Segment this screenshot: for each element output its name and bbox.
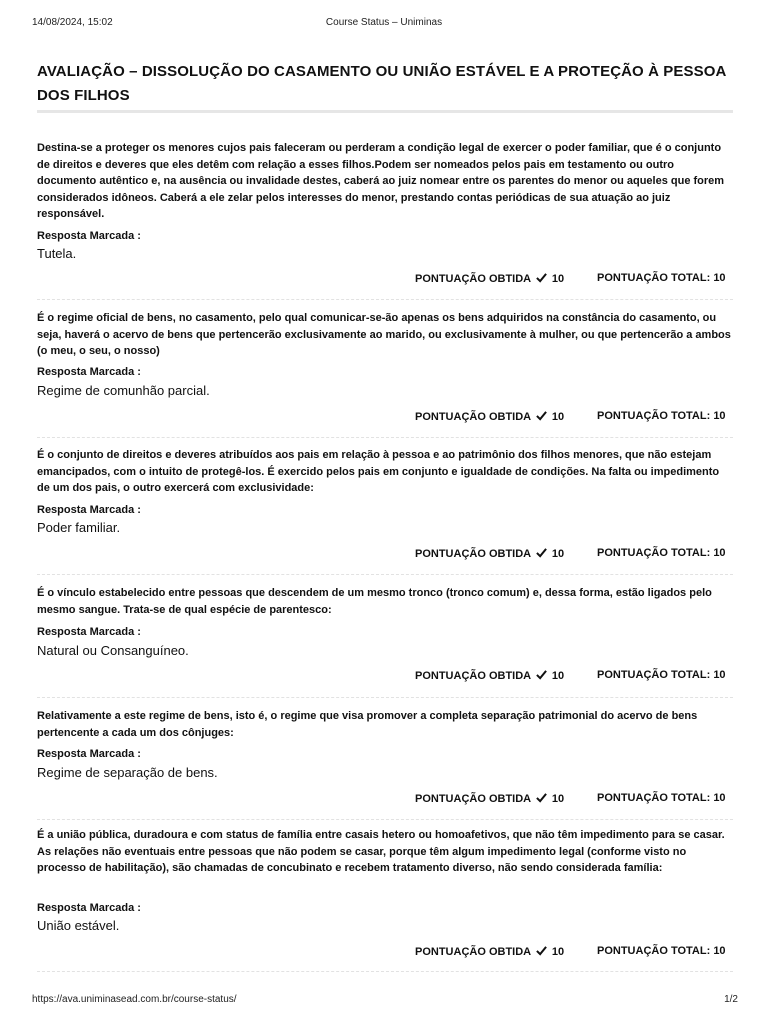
question-divider: [37, 819, 733, 820]
question-item: [37, 827, 733, 958]
answer-label: Resposta Marcada :: [37, 626, 141, 638]
score-row: [37, 792, 733, 808]
check-icon: [536, 410, 547, 421]
question-item: [37, 708, 733, 805]
question-divider: [37, 971, 733, 972]
question-divider: [37, 697, 733, 698]
print-date: 14/08/2024, 15:02: [32, 17, 113, 28]
score-total: [597, 272, 726, 284]
score-obtained-value: 10: [551, 946, 565, 958]
answer-label: Resposta Marcada :: [37, 748, 141, 760]
score-total-label: PONTUAÇÃO TOTAL:: [597, 547, 711, 559]
print-footer: [0, 994, 768, 1008]
score-obtained-label: PONTUAÇÃO OBTIDA: [415, 548, 531, 560]
question-divider: [37, 299, 733, 300]
score-total-value: 10: [713, 669, 726, 681]
score-obtained-label: PONTUAÇÃO OBTIDA: [415, 273, 531, 285]
score-row: [37, 410, 733, 426]
question-text: Destina-se a proteger os menores cujos pais faleceram ou perderam a condição legal de exercer o poder familiar, que é o conjunto de direitos e deveres que eles detêm com relação a esses filhos.Podem ser nomeados pelos pais em testamento ou outro documento autêntico e, na ausência ou invalidade destes, caberá ao juiz nomear entre os parentes do menor ou aqueles que forem considerados idôneos. Caberá a ele zelar pelos interesses do menor, prestando contas periódicas de sua atuação ao juiz responsável.: [37, 142, 725, 220]
check-icon: [536, 669, 547, 680]
score-row: [37, 547, 733, 563]
score-total-value: 10: [713, 945, 726, 957]
question-text: É a união pública, duradoura e com status de família entre casais hetero ou homoafetivos, que não têm impedimento para se casar. As relações não eventuais entre pessoas que não podem se casar, porque têm algum impedimento legal (conforme visto no processo de habilitação), são chamadas de concubinato e recebem tratamento diverso, não sendo considerada família:: [37, 829, 725, 874]
score-obtained-value: 10: [551, 793, 565, 805]
question-item: [37, 447, 733, 560]
page-title: AVALIAÇÃO – DISSOLUÇÃO DO CASAMENTO OU UNIÃO ESTÁVEL E A PROTEÇÃO À PESSOA DOS FILHOS: [37, 63, 726, 104]
answer-label: Resposta Marcada :: [37, 230, 141, 242]
answer-value: Poder familiar.: [37, 520, 121, 535]
score-obtained-label: PONTUAÇÃO OBTIDA: [415, 670, 531, 682]
score-total-label: PONTUAÇÃO TOTAL:: [597, 272, 711, 284]
score-row: [37, 669, 733, 685]
check-icon: [536, 272, 547, 283]
score-total-label: PONTUAÇÃO TOTAL:: [597, 945, 711, 957]
score-total-value: 10: [713, 272, 726, 284]
question-item: [37, 585, 733, 682]
score-total: [597, 945, 726, 957]
check-icon: [536, 792, 547, 803]
title-divider: [37, 110, 733, 113]
score-total-label: PONTUAÇÃO TOTAL:: [597, 792, 711, 804]
question-item: [37, 140, 733, 285]
score-total: [597, 792, 726, 804]
score-obtained: [415, 792, 564, 805]
print-url: https://ava.uniminasead.com.br/course-status/: [32, 994, 237, 1005]
question-text: É o vínculo estabelecido entre pessoas que descendem de um mesmo tronco (tronco comum) e, dessa forma, estão ligados pelo mesmo sangue. Trata-se de qual espécie de parentesco:: [37, 587, 712, 616]
score-total-label: PONTUAÇÃO TOTAL:: [597, 669, 711, 681]
question-text: Relativamente a este regime de bens, isto é, o regime que visa promover a completa separação patrimonial do acervo de bens pertencente a cada um dos cônjuges:: [37, 710, 698, 739]
score-obtained: [415, 945, 564, 958]
score-total: [597, 547, 726, 559]
answer-label: Resposta Marcada :: [37, 902, 141, 914]
score-obtained: [415, 272, 564, 285]
score-total-value: 10: [713, 410, 726, 422]
score-total-value: 10: [713, 792, 726, 804]
score-total-value: 10: [713, 547, 726, 559]
answer-value: Natural ou Consanguíneo.: [37, 643, 189, 658]
score-obtained-label: PONTUAÇÃO OBTIDA: [415, 793, 531, 805]
question-divider: [37, 574, 733, 575]
score-row: [37, 272, 733, 288]
score-total: [597, 669, 726, 681]
score-obtained-label: PONTUAÇÃO OBTIDA: [415, 411, 531, 423]
question-text: É o conjunto de direitos e deveres atribuídos aos pais em relação à pessoa e ao patrimônio dos filhos menores, que não estejam emancipados, com o intuito de protegê-los. É exercido pelos pais em conjunto e igualdade de condições. Na falta ou impedimento de um dos pais, o outro exercerá com exclusividade:: [37, 449, 720, 494]
question-text: É o regime oficial de bens, no casamento, pelo qual comunicar-se-ão apenas os bens adquiridos na constância do casamento, ou seja, haverá o acervo de bens que pertencerão exclusivamente ao marido, ou exclusivamente à mulher, ou que pertencerão a ambos (o meu, o seu, o nosso): [37, 312, 731, 357]
score-row: [37, 945, 733, 961]
answer-label: Resposta Marcada :: [37, 504, 141, 516]
print-title: Course Status – Uniminas: [325, 17, 443, 28]
score-obtained-label: PONTUAÇÃO OBTIDA: [415, 946, 531, 958]
answer-value: União estável.: [37, 918, 120, 933]
answer-value: Regime de separação de bens.: [37, 765, 218, 780]
answer-label: Resposta Marcada :: [37, 366, 141, 378]
score-obtained-value: 10: [551, 273, 565, 285]
score-obtained-value: 10: [551, 411, 565, 423]
score-obtained-value: 10: [551, 548, 565, 560]
check-icon: [536, 945, 547, 956]
score-obtained-value: 10: [551, 670, 565, 682]
check-icon: [536, 547, 547, 558]
score-obtained: [415, 669, 564, 682]
page-number: 1/2: [724, 994, 738, 1005]
answer-value: Tutela.: [37, 246, 77, 261]
print-header: [0, 17, 768, 31]
score-total: [597, 410, 726, 422]
question-item: [37, 310, 733, 423]
answer-value: Regime de comunhão parcial.: [37, 383, 210, 398]
question-divider: [37, 437, 733, 438]
score-obtained: [415, 410, 564, 423]
score-obtained: [415, 547, 564, 560]
course-status-content: [37, 60, 733, 958]
score-total-label: PONTUAÇÃO TOTAL:: [597, 410, 711, 422]
